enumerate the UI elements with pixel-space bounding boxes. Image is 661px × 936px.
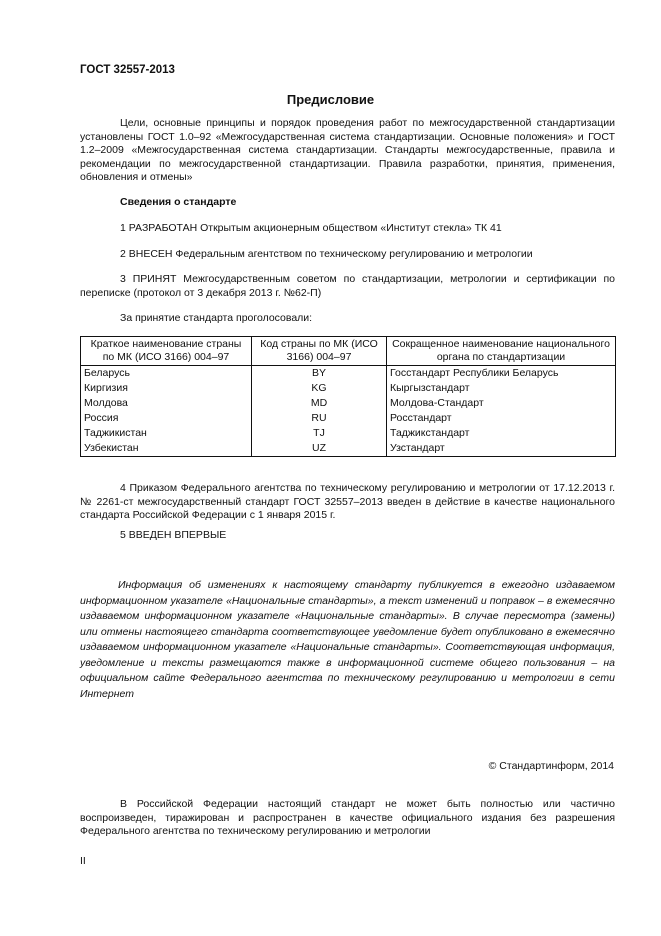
table-header-row: [81, 337, 616, 366]
cell-country: Таджикистан: [81, 426, 252, 441]
cell-body: Узстандарт: [387, 441, 616, 457]
cell-code: KG: [252, 381, 387, 396]
cell-country: Россия: [81, 411, 252, 426]
cell-code: RU: [252, 411, 387, 426]
info-heading: Сведения о стандарте: [120, 196, 237, 208]
voted-intro: За принятие стандарта проголосовали:: [120, 312, 313, 324]
table-row: [81, 396, 616, 411]
table-row: [81, 366, 616, 382]
legal-notice: В Российской Федерации настоящий стандарт не может быть полностью или частично воспроизведен, тиражирован и распространен в качестве официального издания без разрешения Федерального агентства по техническому регулированию и метрологии: [80, 798, 615, 837]
voting-table: [80, 336, 616, 457]
item-enacted: 4 Приказом Федерального агентства по техническому регулированию и метрологии от 17.12.2013 г. № 2261-ст межгосударственный стандарт ГОСТ 32557–2013 введен в действие в качестве национального стандарта Российской Федерации с 1 января 2015 г.: [80, 482, 615, 521]
table-row: [81, 411, 616, 426]
table-row: [81, 426, 616, 441]
cell-country: Молдова: [81, 396, 252, 411]
copyright: © Стандартинформ, 2014: [488, 760, 614, 772]
cell-body: Госстандарт Республики Беларусь: [387, 366, 616, 382]
cell-code: UZ: [252, 441, 387, 457]
cell-country: Киргизия: [81, 381, 252, 396]
item-first-introduced: 5 ВВЕДЕН ВПЕРВЫЕ: [120, 529, 227, 541]
item-submitted: 2 ВНЕСЕН Федеральным агентством по техническому регулированию и метрологии: [120, 248, 533, 260]
cell-code: MD: [252, 396, 387, 411]
table-row: [81, 441, 616, 457]
cell-country: Узбекистан: [81, 441, 252, 457]
table-row: [81, 381, 616, 396]
cell-country: Беларусь: [81, 366, 252, 382]
header-body: Сокращенное наименование национального органа по стандартизации: [387, 337, 616, 366]
page-number: II: [80, 855, 86, 867]
changes-notice: Информация об изменениях к настоящему стандарту публикуется в ежегодно издаваемом информационном указателе «Национальные стандарты», а текст изменений и поправок – в ежемесячно издаваемом информационном указателе «Национальные стандарты». В случае пересмотра (замены) или отмены настоящего стандарта соответствующее уведомление будет опубликовано в ежемесячно издаваемом информационном указателе «Национальные стандарты». Соответствующая информация, уведомление и тексты размещаются также в информационной системе общего пользования – на официальном сайте Федерального агентства по техническому регулированию и метрологии в сети Интернет: [80, 579, 615, 700]
item-developed: 1 РАЗРАБОТАН Открытым акционерным обществом «Институт стекла» ТК 41: [120, 222, 502, 234]
cell-code: TJ: [252, 426, 387, 441]
intro-paragraph: Цели, основные принципы и порядок проведения работ по межгосударственной стандартизации установлены ГОСТ 1.0–92 «Межгосударственная система стандартизации. Основные положения» и ГОСТ 1.2–2009 «Межгосударственная система стандартизации. Стандарты межгосударственные, правила и рекомендации по межгосударственной стандартизации. Правила разработки, принятия, применения, обновления и отмены»: [80, 117, 615, 183]
cell-code: BY: [252, 366, 387, 382]
header-country: Краткое наименование страны по МК (ИСО 3166) 004–97: [81, 337, 252, 366]
cell-body: Кыргызстандарт: [387, 381, 616, 396]
item-adopted: 3 ПРИНЯТ Межгосударственным советом по стандартизации, метрологии и сертификации по переписке (протокол от 3 декабря 2013 г. №62-П): [80, 273, 615, 299]
page-title: Предисловие: [286, 92, 375, 107]
document-code: ГОСТ 32557-2013: [80, 64, 175, 76]
header-code: Код страны по МК (ИСО 3166) 004–97: [252, 337, 387, 366]
cell-body: Таджикстандарт: [387, 426, 616, 441]
cell-body: Молдова-Стандарт: [387, 396, 616, 411]
cell-body: Росстандарт: [387, 411, 616, 426]
